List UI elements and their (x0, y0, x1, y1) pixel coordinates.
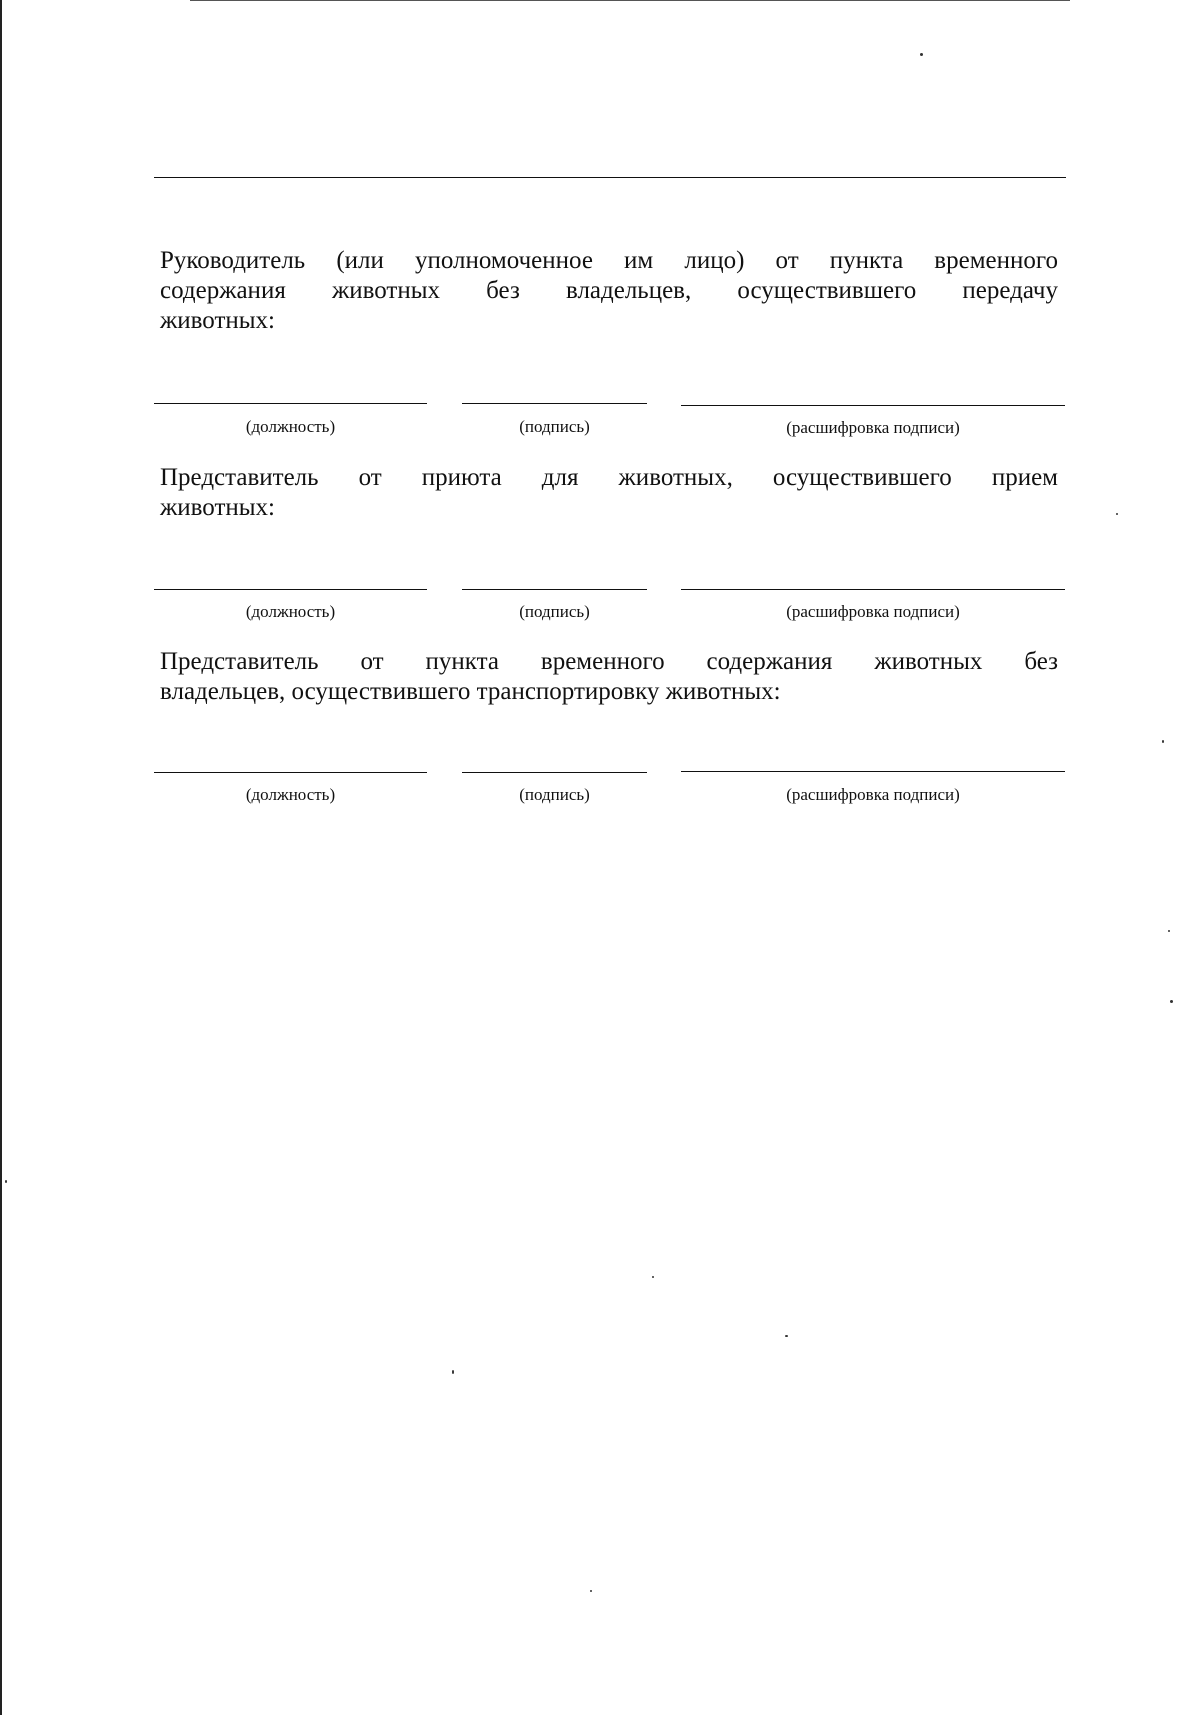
section-2-signature-line (462, 589, 647, 590)
section-1-line-1: Руководитель (или уполномоченное им лицо) от пункта временного (160, 247, 1058, 274)
section-3-signature-line (462, 772, 647, 773)
section-1-decoding-caption: (расшифровка подписи) (786, 418, 960, 437)
section-1-position-caption: (должность) (245, 417, 336, 436)
section-2-signature-caption: (подпись) (519, 602, 590, 621)
section-3-position-line (154, 772, 427, 773)
section-3-line-2: владельцев, осуществившего транспортировку животных: (160, 678, 781, 705)
section-2-decoding-caption: (расшифровка подписи) (786, 602, 960, 621)
scan-speck (1168, 930, 1170, 932)
section-3-signature-caption: (подпись) (519, 785, 590, 804)
section-1-decoding-line (681, 405, 1065, 406)
section-3-decoding-caption: (расшифровка подписи) (786, 785, 960, 804)
scan-speck (590, 1590, 592, 1592)
section-2-line-2: животных: (160, 494, 276, 521)
section-1-text (160, 246, 1058, 336)
section-1-signature-caption: (подпись) (519, 417, 590, 436)
section-3-position-caption: (должность) (245, 785, 336, 804)
scan-speck (1162, 740, 1164, 743)
section-1-signature-line (462, 403, 647, 404)
section-1-line-2: содержания животных без владельцев, осуществившего передачу (160, 277, 1058, 304)
section-3-line-1: Представитель от пункта временного содержания животных без (160, 648, 1058, 675)
section-1-line-3: животных: (160, 307, 276, 334)
scan-speck (1170, 1000, 1173, 1003)
scan-edge-top (190, 0, 1070, 1)
scan-speck (1116, 513, 1118, 515)
scan-speck (785, 1335, 788, 1337)
section-3-text (160, 647, 1058, 707)
section-2-text (160, 463, 1058, 523)
section-2-decoding-line (681, 589, 1065, 590)
section-2-position-caption: (должность) (245, 602, 336, 621)
section-2-line-1: Представитель от приюта для животных, осуществившего прием (160, 464, 1058, 491)
top-separator-line (154, 177, 1066, 178)
scan-speck (5, 1180, 7, 1183)
scan-speck (452, 1370, 454, 1374)
scan-speck (652, 1276, 654, 1278)
scan-edge-left (0, 0, 2, 1715)
scan-speck (920, 53, 923, 56)
section-2-position-line (154, 589, 427, 590)
section-3-decoding-line (681, 771, 1065, 772)
section-1-position-line (154, 403, 427, 404)
